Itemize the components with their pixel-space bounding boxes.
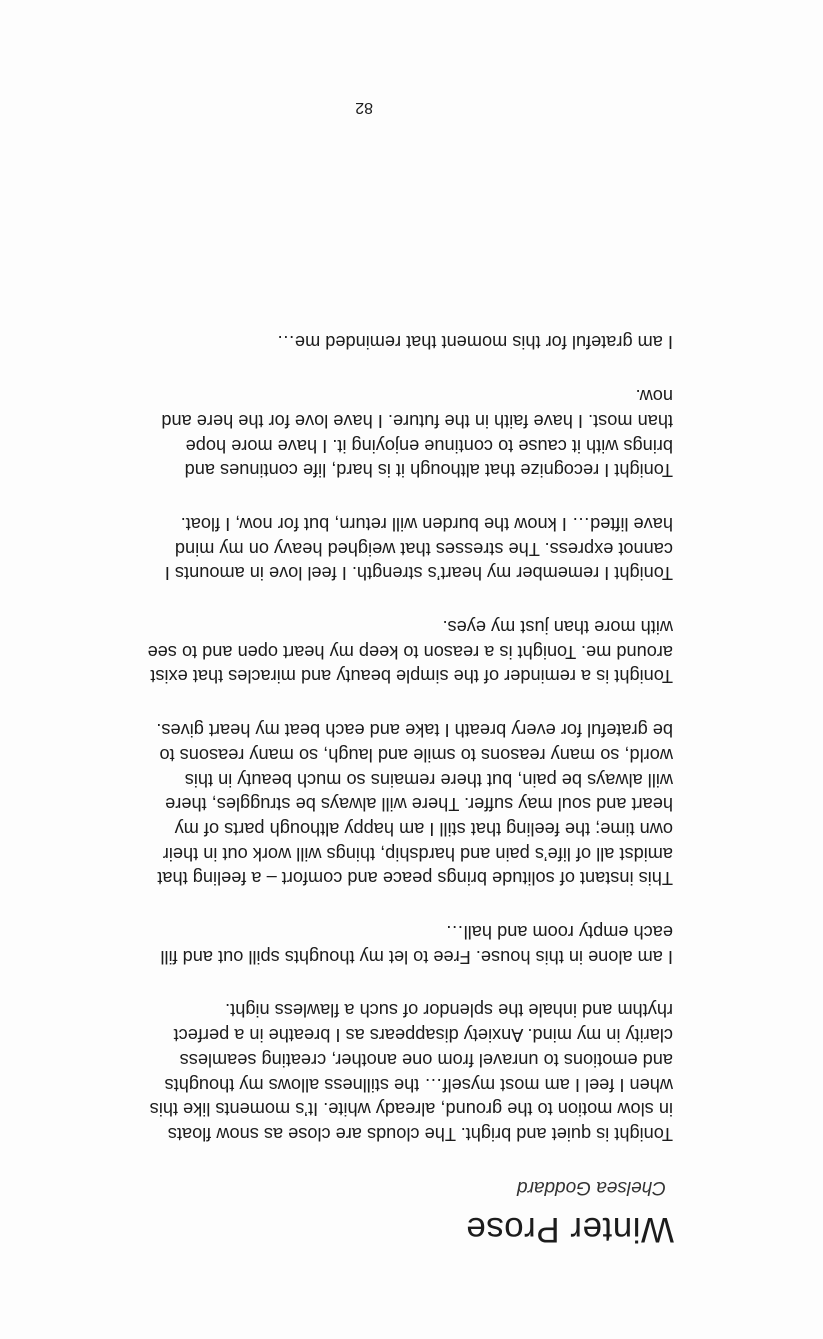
poem-line: now. [635, 386, 673, 407]
poem-line: I am grateful for this moment that reminded me… [276, 332, 673, 353]
poem-line: own time; the feeling that still I am happy although parts of my [174, 818, 673, 839]
poem-line: brings with it cause to continue enjoying it. I have more hope [185, 435, 673, 456]
poem-line: in slow motion to the ground, already white. It’s moments like this [149, 1099, 673, 1120]
poem-line: have lifted… I know the burden will return, but for now, I float. [180, 513, 673, 534]
poem-line: Tonight I remember my heart’s strength. I feel love in amounts I [164, 563, 673, 584]
stanza [128, 919, 673, 968]
poem-line: Tonight is quiet and bright. The clouds are close as snow floats [167, 1124, 673, 1144]
stanza [128, 614, 673, 688]
poem-author: Chelsea Goddard [517, 1177, 666, 1198]
poem-line: amidst all of life’s pain and hardship, things will work out in their [162, 843, 673, 864]
poem-line: when I feel I am most myself… the stillness allows my thoughts [164, 1074, 673, 1095]
poem-line: each empty room and hall… [445, 922, 673, 943]
poem-line: around me. Tonight is a reason to keep my heart open and to see [147, 641, 673, 662]
stanza [128, 330, 673, 355]
poem-line: world, so many reasons to smile and laugh, so many reasons to [159, 744, 673, 765]
stanza [128, 511, 673, 585]
poem-line: Tonight I recognize that although it is hard, life continues and [184, 460, 673, 481]
poem-body [128, 301, 673, 1146]
poem-line: clarity in my mind. Anxiety disappears as I breathe in a perfect [173, 1025, 673, 1046]
poem-line: will always be pain, but there remains so much beauty in this [184, 769, 673, 790]
poem-line: with more than just my eyes. [442, 617, 673, 638]
page-number: 82 [355, 99, 373, 116]
stanza [128, 717, 673, 890]
poem-line: and emotions to unravel from one another, creating seamless [179, 1049, 673, 1070]
stanza [128, 383, 673, 482]
stanza [128, 998, 673, 1146]
poem-line: rhythm and inhale the splendor of such a flawless night. [225, 1000, 673, 1021]
poem-line: than most. I have faith in the future. I have love for the here and [161, 410, 673, 431]
poem-title: Winter Prose [465, 1210, 674, 1249]
poem-line: heart and soul may suffer. There will always be struggles, there [165, 794, 673, 815]
poem-line: cannot express. The stresses that weighed heavy on my mind [174, 538, 673, 559]
poem-line: I am alone in this house. Free to let my thoughts spill out and fill [160, 946, 673, 967]
poem-line: Tonight is a reminder of the simple beauty and miracles that exist [150, 666, 673, 687]
poem-line: This instant of solitude brings peace and comfort – a feeling that [157, 868, 673, 889]
poem-line: be grateful for every breath I take and each beat my heart gives. [156, 720, 673, 741]
